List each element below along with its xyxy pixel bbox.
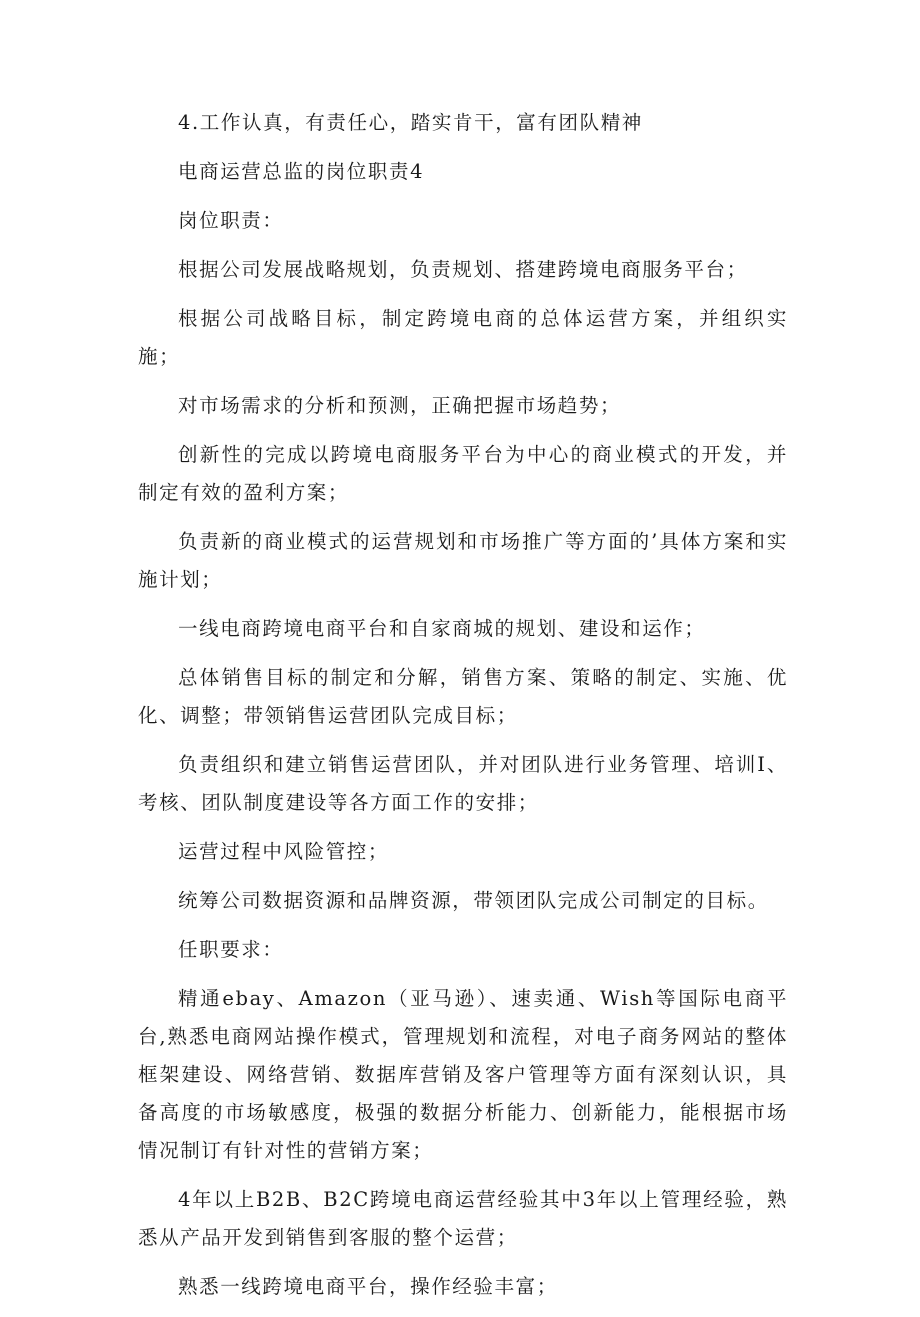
requirement-item: 精通ebay、Amazon（亚马逊）、速卖通、Wish等国际电商平台,熟悉电商网站操作模式，管理规划和流程，对电子商务网站的整体框架建设、网络营销、数据库营销及客户管理等方面有深刻认识，具备高度的市场敏感度，极强的数据分析能力、创新能力，能根据市场情况制订有针对性的营销方案；: [138, 987, 788, 1162]
duty-item: 对市场需求的分析和预测，正确把握市场趋势；: [178, 394, 622, 417]
duties-heading: 岗位职责：: [178, 209, 284, 232]
requirement-item: 熟悉一线跨境电商平台，操作经验丰富；: [178, 1275, 558, 1298]
section-heading: 电商运营总监的岗位职责4: [178, 160, 425, 183]
requirements-heading: 任职要求：: [178, 938, 284, 961]
duty-item: 根据公司发展战略规划，负责规划、搭建跨境电商服务平台；: [178, 258, 748, 281]
duty-item: 创新性的完成以跨境电商服务平台为中心的商业模式的开发，并制定有效的盈利方案；: [138, 443, 788, 504]
document-body: [138, 104, 788, 1317]
duty-item: 统筹公司数据资源和品牌资源，带领团队完成公司制定的目标。: [178, 889, 769, 912]
requirement-item: 4年以上B2B、B2C跨境电商运营经验其中3年以上管理经验，熟悉从产品开发到销售到客服的整个运营；: [138, 1188, 788, 1249]
duty-item: 一线电商跨境电商平台和自家商城的规划、建设和运作；: [178, 617, 706, 640]
duty-item: 根据公司战略目标，制定跨境电商的总体运营方案，并组织实施；: [138, 307, 788, 368]
duty-item: 运营过程中风险管控；: [178, 840, 390, 863]
paragraph-work-attitude: 4.工作认真，有责任心，踏实肯干，富有团队精神: [178, 111, 643, 134]
duty-item: 总体销售目标的制定和分解，销售方案、策略的制定、实施、优化、调整；带领销售运营团队完成目标；: [138, 666, 788, 727]
duty-item: 负责组织和建立销售运营团队，并对团队进行业务管理、培训I、考核、团队制度建设等各方面工作的安排；: [138, 753, 788, 814]
duty-item: 负责新的商业模式的运营规划和市场推广等方面的’具体方案和实施计划；: [138, 530, 788, 591]
